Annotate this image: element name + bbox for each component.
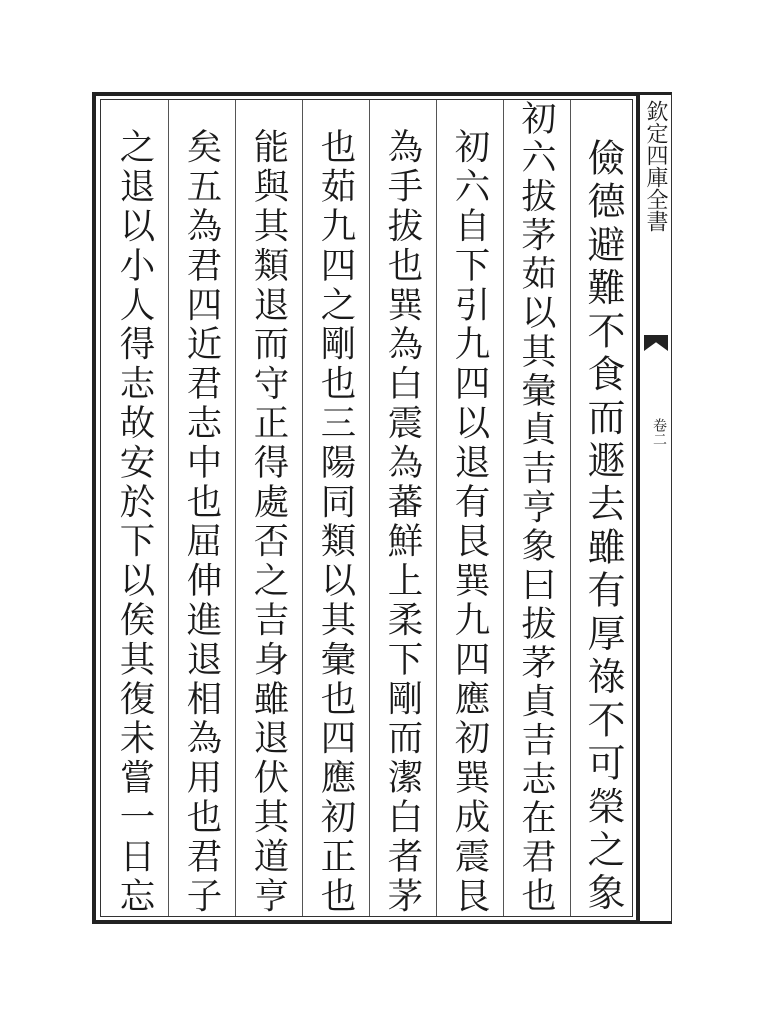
volume-label: 卷二 bbox=[651, 418, 667, 446]
text-column-8: 之退以小人得志故安於下以俟其復未嘗一日忘 bbox=[114, 128, 155, 916]
column-divider bbox=[168, 100, 169, 916]
column-divider bbox=[436, 100, 437, 916]
text-column-2: 初六拔茅茹以其彙貞吉亨象曰拔茅貞吉志在君也 bbox=[516, 100, 556, 916]
text-column-6: 能與其類退而守正得處否之吉身雖退伏其道亨 bbox=[248, 128, 289, 916]
text-column-3: 初六自下引九四以退有艮巽九四應初巽成震艮 bbox=[449, 128, 490, 916]
collection-title: 欽定四庫全書 bbox=[643, 100, 668, 232]
column-divider bbox=[369, 100, 370, 916]
text-column-7: 矣五為君四近君志中也屈伸進退相為用也君子 bbox=[181, 128, 222, 916]
column-divider bbox=[235, 100, 236, 916]
column-divider bbox=[503, 100, 504, 916]
text-column-4: 為手拔也巽為白震為蕃鮮上柔下剛而潔白者茅 bbox=[382, 128, 423, 916]
text-column-1: 儉德避難不食而遯去雖有厚祿不可榮之象 bbox=[581, 138, 625, 916]
column-divider bbox=[570, 100, 571, 916]
column-divider bbox=[302, 100, 303, 916]
text-column-5: 也茹九四之剛也三陽同類以其彙也四應初正也 bbox=[315, 128, 356, 916]
